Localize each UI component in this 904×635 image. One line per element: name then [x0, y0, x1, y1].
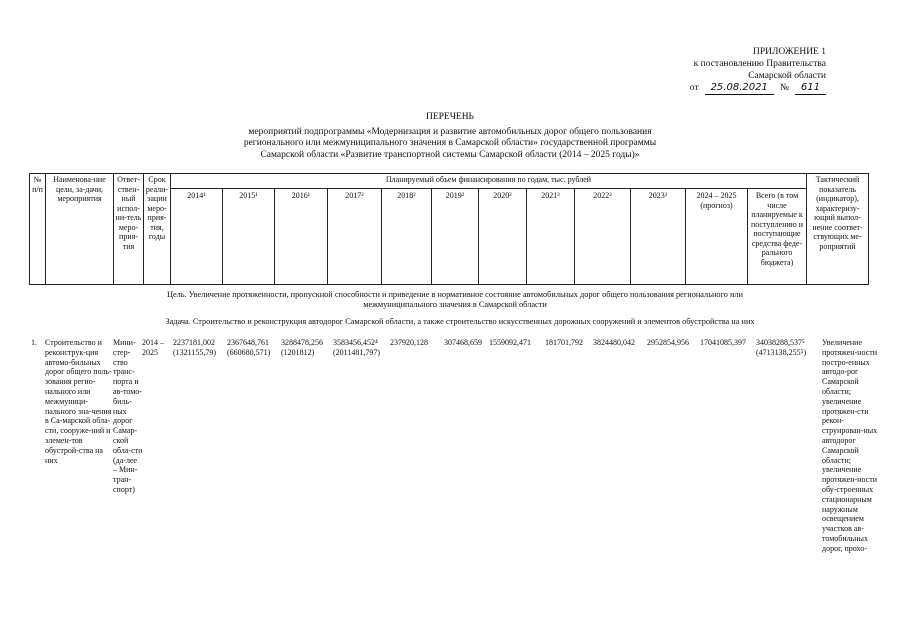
- value-federal: (1201812): [281, 347, 315, 357]
- row-executor: Мини-стер-ство транс-порта и ав-томо-биль-ных дорог Самар-ской обла-сти (да-лее – Мин-тран-спорт): [113, 338, 143, 494]
- row-term: 2014 – 2025: [142, 338, 164, 357]
- title-heading: ПЕРЕЧЕНЬ: [425, 112, 475, 122]
- goal-text: Цель. Увеличение протяженности, пропускной способности и приведение в нормативное состояние автомобильных дорог общего пользования регионального или межмуниципального значения в Самарской области: [166, 290, 744, 309]
- header-year: 2020²: [479, 189, 527, 285]
- header-total: Всего (в том числе планируемые к поступлению и поступающие средства феде-рального бюджета): [748, 189, 807, 285]
- row-value-2014: [173, 338, 216, 358]
- row-value-2023: 2952854,956: [647, 338, 689, 347]
- value-federal: (660680,571): [227, 347, 271, 357]
- appendix-signature-line: [686, 82, 826, 95]
- row-value-2016: [281, 338, 323, 358]
- row-value-2017: [333, 338, 380, 358]
- title-line-3: Самарской области «Развитие транспортной системы Самарской области (2014 – 2025 годы)»: [260, 149, 640, 160]
- appendix-block: [686, 46, 826, 95]
- handwritten-number: 611: [795, 82, 826, 95]
- title-line-2: регионального или межмуниципального значения в Самарской области» государственной программы: [243, 138, 657, 148]
- appendix-line3: Самарской области: [748, 71, 826, 81]
- header-year: 2018²: [382, 189, 432, 285]
- header-year: 2021³: [527, 189, 575, 285]
- header-year: 2023³: [631, 189, 686, 285]
- header-year: 2016¹: [275, 189, 328, 285]
- header-term: Срок реали-зации меро-прия-тия, годы: [144, 174, 171, 285]
- document-title: [215, 112, 685, 161]
- appendix-line2: к постановлению Правительства: [693, 59, 826, 69]
- value-federal: (4713138,255⁵): [756, 347, 807, 357]
- value-main: 3583456,452⁴: [333, 338, 378, 347]
- row-value-2015: [227, 338, 270, 358]
- header-year: 2019²: [432, 189, 479, 285]
- number-label: №: [779, 83, 789, 93]
- header-planned: Планируемый объем финансирования по годам, тыс. рублей: [171, 174, 807, 189]
- task-text: Задача. Строительство и реконструкция автодорог Самарской области, а также строительство искусственных дорожных сооружений и элементов обустройства на них: [165, 317, 755, 326]
- header-indicator: Тактический показатель (индикатор), характеризу-ющий выпол-нение соответ-ствующих ме-роприятий: [807, 174, 869, 285]
- row-value-2024-2025: 17041085,397: [700, 338, 746, 347]
- appendix-title: ПРИЛОЖЕНИЕ 1: [752, 47, 826, 57]
- row-value-total: [756, 338, 806, 358]
- value-main: 34038288,537⁵: [756, 338, 805, 347]
- header-forecast: 2024 – 2025 (прогноз): [686, 189, 748, 285]
- row-name: Строительство и реконструк-ция автомо-бильных дорог общего поль-зования регио-нального или межмуници-пального зна-чения в Са-марской обла-сти, сооруже-ний и элемен-тов обустрой-ства на них: [45, 338, 112, 465]
- header-year: 2015¹: [223, 189, 275, 285]
- handwritten-date: 25.08.2021: [705, 82, 774, 95]
- row-value-2018: 237920,128: [390, 338, 428, 347]
- value-federal: (1321155,79): [173, 347, 217, 357]
- header-num: № п/п: [30, 174, 46, 285]
- header-year: 2017²: [328, 189, 382, 285]
- from-label: от: [689, 83, 699, 93]
- row-number: 1.: [31, 338, 37, 347]
- row-value-2021: 181701,792: [545, 338, 583, 347]
- header-year: 2014¹: [171, 189, 223, 285]
- row-indicator: Увеличение протяжен-ности постро-енных автодо-рог Самарской области; увеличение протяжен-сти рекон-струирован-ных автодорог Самарской области; увеличение протяжен-ности обу-строенных стационарным наружным освещением участков ав-томобильных дорог, прохо-: [822, 338, 878, 553]
- row-value-2020: 1559092,471: [489, 338, 531, 347]
- header-table: [29, 173, 869, 285]
- title-line-1: мероприятий подпрограммы «Модернизация и развитие автомобильных дорог общего пользования: [248, 126, 652, 137]
- row-value-2019: 307468,659: [444, 338, 482, 347]
- value-main: 2237181,002: [173, 338, 215, 347]
- header-name: Наименова-ние цели, за-дачи, мероприятия: [46, 174, 114, 285]
- value-main: 3288478,256: [281, 338, 323, 347]
- row-value-2022: 3824480,042: [593, 338, 635, 347]
- value-federal: (2011481,797): [333, 347, 381, 357]
- value-main: 2367648,761: [227, 338, 269, 347]
- header-year: 2022³: [575, 189, 631, 285]
- header-executor: Ответ-ствен-ный испол-ни-тель меро-прия-тия: [114, 174, 144, 285]
